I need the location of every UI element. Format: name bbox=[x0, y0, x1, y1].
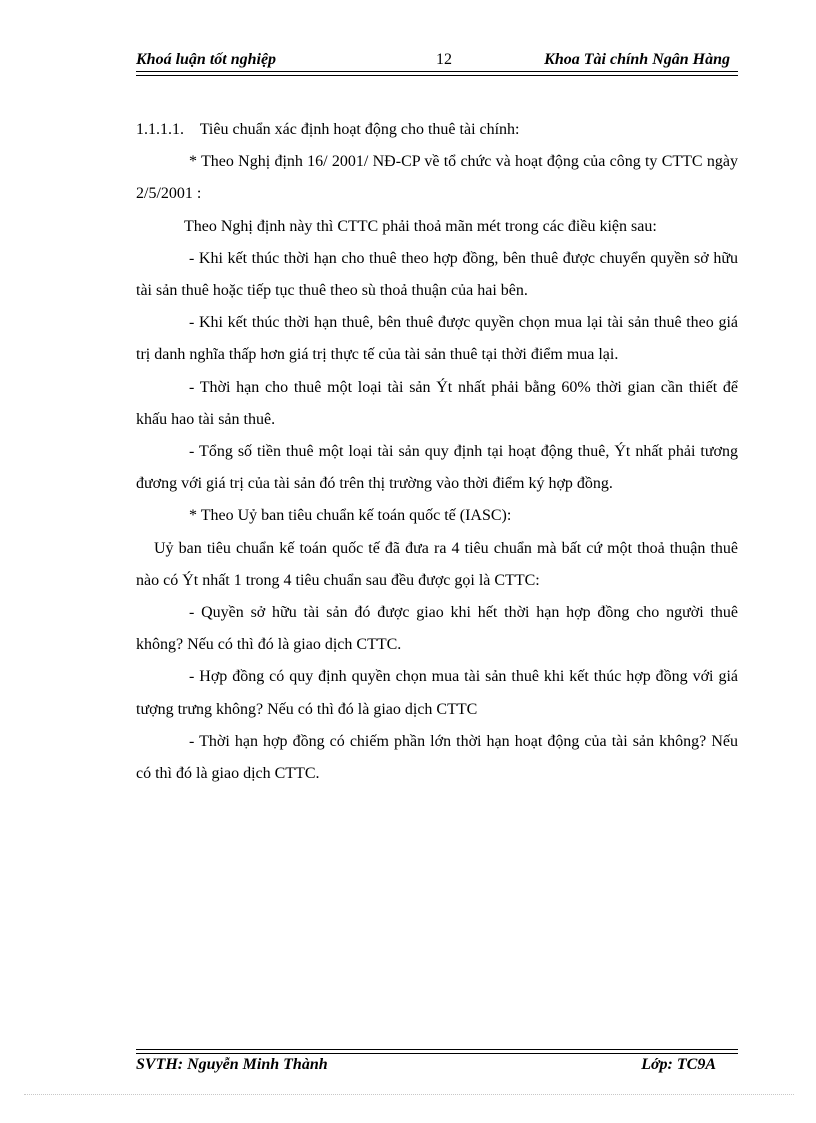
footer-class: Lớp: TC9A bbox=[641, 1056, 716, 1073]
paragraph: - Tổng số tiền thuê một loại tài sản quy định tại hoạt động thuê, Ýt nhất phải tương đương với giá trị của tài sản đó trên thị trường vào thời điểm ký hợp đồng. bbox=[136, 443, 738, 493]
paragraph: * Theo Uỷ ban tiêu chuẩn kế toán quốc tế (IASC): bbox=[189, 507, 512, 525]
section-heading: 1.1.1.1. Tiêu chuẩn xác định hoạt động cho thuê tài chính: bbox=[136, 121, 520, 138]
paragraph: - Khi kết thúc thời hạn thuê, bên thuê được quyền chọn mua lại tài sản thuê theo giá trị danh nghĩa thấp hơn giá trị thực tế của tài sản thuê tại thời điểm mua lại. bbox=[136, 314, 738, 364]
paragraph: - Hợp đồng có quy định quyền chọn mua tài sản thuê khi kết thúc hợp đồng với giá tượng trưng không? Nếu có thì đó là giao dịch CTTC bbox=[136, 668, 738, 718]
paragraph: - Thời hạn hợp đồng có chiếm phần lớn thời hạn hoạt động của tài sản không? Nếu có thì đó là giao dịch CTTC. bbox=[136, 732, 738, 783]
page-header bbox=[136, 48, 738, 72]
paragraph: Uỷ ban tiêu chuẩn kế toán quốc tế đã đưa ra 4 tiêu chuẩn mà bất cứ một thoả thuận thuê nào có Ýt nhất 1 trong 4 tiêu chuẩn sau đều được gọi là CTTC: bbox=[136, 539, 738, 589]
page-number: 12 bbox=[436, 51, 452, 68]
paragraph: - Quyền sở hữu tài sản đó được giao khi hết thời hạn hợp đồng cho người thuê không? Nếu có thì đó là giao dịch CTTC. bbox=[136, 604, 738, 654]
paragraph: - Thời hạn cho thuê một loại tài sản Ýt nhất phải bằng 60% thời gian cần thiết để khấu hao tài sản thuê. bbox=[136, 378, 738, 428]
page-footer bbox=[136, 1054, 738, 1078]
header-faculty: Khoa Tài chính Ngân Hàng bbox=[544, 51, 730, 68]
header-thesis-title: Khoá luận tốt nghiệp bbox=[136, 51, 277, 68]
paragraph: - Khi kết thúc thời hạn cho thuê theo hợp đồng, bên thuê được chuyển quyền sở hữu tài sản thuê hoặc tiếp tục thuê theo sù thoả thuận của hai bên. bbox=[136, 249, 738, 300]
document-body bbox=[136, 114, 738, 790]
header-rule bbox=[136, 71, 738, 76]
footer-student-name: SVTH: Nguyễn Minh Thành bbox=[136, 1056, 328, 1073]
paragraph: Theo Nghị định này thì CTTC phải thoả mãn mét trong các điều kiện sau: bbox=[184, 217, 657, 235]
page-edge-dotted-line bbox=[24, 1094, 794, 1095]
paragraph: * Theo Nghị định 16/ 2001/ NĐ-CP về tổ chức và hoạt động của công ty CTTC ngày 2/5/2001 : bbox=[136, 153, 738, 203]
